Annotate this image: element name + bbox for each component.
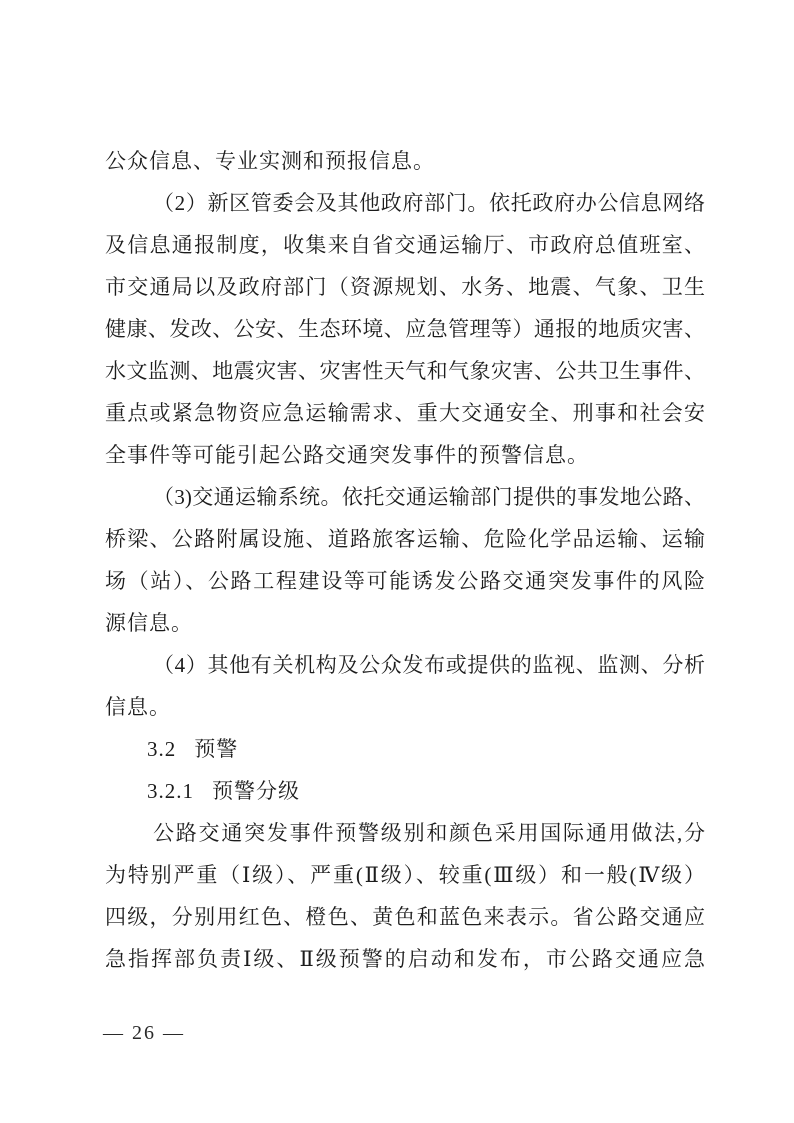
document-body	[105, 140, 705, 980]
text-line: 重点或紧急物资应急运输需求、重大交通安全、刑事和社会安	[105, 401, 705, 425]
text-line: （3)交通运输系统。依托交通运输部门提供的事发地公路、	[153, 485, 705, 509]
heading-title: 预警	[194, 737, 239, 761]
text-line: 四级，分别用红色、橙色、黄色和蓝色来表示。省公路交通应	[105, 905, 705, 929]
heading-number: 3.2.1	[147, 779, 194, 803]
page-number: — 26 —	[103, 1022, 185, 1044]
text-line: 水文监测、地震灾害、灾害性天气和气象灾害、公共卫生事件、	[105, 359, 705, 383]
text-line: 全事件等可能引起公路交通突发事件的预警信息。	[105, 443, 589, 467]
heading-title: 预警分级	[212, 779, 300, 803]
text-line: 场（站）、公路工程建设等可能诱发公路交通突发事件的风险	[105, 569, 705, 593]
heading-3-2-1	[105, 770, 705, 812]
heading-number: 3.2	[147, 737, 177, 761]
text-line: 公路交通突发事件预警级别和颜色采用国际通用做法,分	[153, 821, 705, 845]
text-line: 为特别严重（Ⅰ级）、严重(Ⅱ级）、较重(Ⅲ级）和一般(Ⅳ级）	[105, 863, 705, 887]
text-line: 公众信息、专业实测和预报信息。	[105, 149, 435, 173]
text-line: 及信息通报制度，收集来自省交通运输厅、市政府总值班室、	[105, 233, 705, 257]
text-line: 市交通局以及政府部门（资源规划、水务、地震、气象、卫生	[105, 275, 705, 299]
text-line: （4）其他有关机构及公众发布或提供的监视、监测、分析	[153, 653, 705, 677]
text-line: 健康、发改、公安、生态环境、应急管理等）通报的地质灾害、	[105, 317, 705, 341]
text-line: （2）新区管委会及其他政府部门。依托政府办公信息网络	[153, 191, 705, 215]
text-line: 急指挥部负责Ⅰ级、Ⅱ级预警的启动和发布，市公路交通应急	[105, 947, 705, 971]
text-line: 桥梁、公路附属设施、道路旅客运输、危险化学品运输、运输	[105, 527, 705, 551]
heading-3-2	[105, 728, 705, 770]
text-line: 源信息。	[105, 611, 193, 635]
text-line: 信息。	[105, 695, 171, 719]
